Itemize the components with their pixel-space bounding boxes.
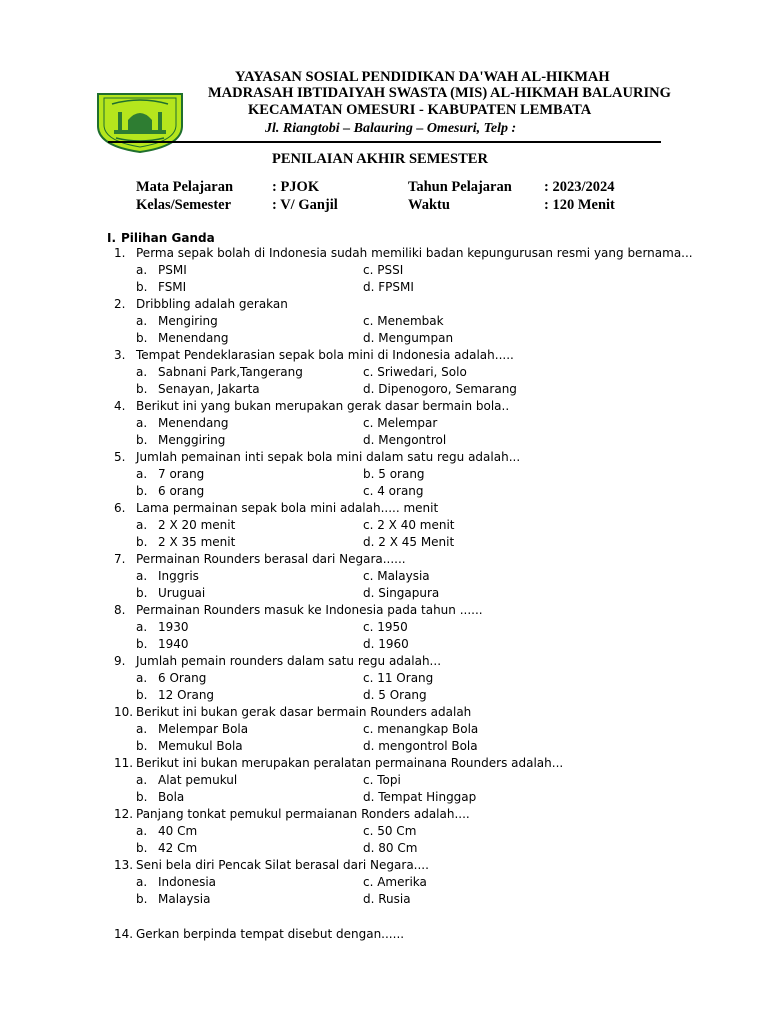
question-number: 10. bbox=[114, 705, 134, 719]
question-text: Jumlah pemain rounders dalam satu regu adalah... bbox=[136, 654, 442, 668]
subject-label: Mata Pelajaran bbox=[136, 179, 234, 195]
option-b: b. 6 orang bbox=[136, 484, 205, 498]
time-label: Waktu bbox=[408, 197, 450, 213]
question-text: Perma sepak bolah di Indonesia sudah memiliki badan kepungurusan resmi yang bernama... bbox=[136, 246, 693, 260]
school-logo bbox=[92, 84, 188, 154]
option-c: c. Malaysia bbox=[363, 569, 430, 583]
question-number: 11. bbox=[114, 756, 134, 770]
option-a: a. PSMI bbox=[136, 263, 187, 277]
class-value: : V/ Ganjil bbox=[272, 197, 338, 213]
question-12 bbox=[0, 806, 768, 857]
option-d: d. 1960 bbox=[363, 637, 409, 651]
option-d: d. FPSMI bbox=[363, 280, 414, 294]
option-d: d. Mengumpan bbox=[363, 331, 454, 345]
question-text: Permainan Rounders berasal dari Negara...... bbox=[136, 552, 406, 566]
option-a: a. Inggris bbox=[136, 569, 199, 583]
option-d: d. Tempat Hinggap bbox=[363, 790, 477, 804]
option-c: c. 11 Orang bbox=[363, 671, 434, 685]
question-number: 14. bbox=[114, 927, 134, 941]
option-b: b. Menendang bbox=[136, 331, 229, 345]
question-number: 2. bbox=[114, 297, 126, 311]
option-c: b. 5 orang bbox=[363, 467, 425, 481]
option-b: b. Uruguai bbox=[136, 586, 206, 600]
question-number: 9. bbox=[114, 654, 126, 668]
option-d: d. Dipenogoro, Semarang bbox=[363, 382, 517, 396]
option-b: b. 2 X 35 menit bbox=[136, 535, 236, 549]
option-c: c. Menembak bbox=[363, 314, 444, 328]
question-number: 1. bbox=[114, 246, 126, 260]
question-text: Seni bela diri Pencak Silat berasal dari Negara.... bbox=[136, 858, 429, 872]
option-d: d. Mengontrol bbox=[363, 433, 447, 447]
foundation-name: YAYASAN SOSIAL PENDIDIKAN DA'WAH AL-HIKMAH bbox=[235, 69, 610, 85]
option-c: c. menangkap Bola bbox=[363, 722, 479, 736]
option-a: a. 7 orang bbox=[136, 467, 205, 481]
option-c: c. Topi bbox=[363, 773, 401, 787]
option-d: d. 2 X 45 Menit bbox=[363, 535, 455, 549]
question-number: 7. bbox=[114, 552, 126, 566]
question-2 bbox=[0, 296, 768, 347]
question-1 bbox=[0, 245, 768, 296]
option-d: d. mengontrol Bola bbox=[363, 739, 478, 753]
question-text: Jumlah pemainan inti sepak bola mini dalam satu regu adalah... bbox=[136, 450, 521, 464]
option-d: d. Rusia bbox=[363, 892, 411, 906]
question-number: 5. bbox=[114, 450, 126, 464]
section-heading bbox=[107, 231, 215, 245]
option-a: a. 1930 bbox=[136, 620, 189, 634]
option-b: b. 42 Cm bbox=[136, 841, 198, 855]
district-name: KECAMATAN OMESURI - KABUPATEN LEMBATA bbox=[248, 102, 592, 118]
option-a: a. Menendang bbox=[136, 416, 229, 430]
option-c: c. PSSI bbox=[363, 263, 404, 277]
option-c: c. Melempar bbox=[363, 416, 438, 430]
question-text: Panjang tonkat pemukul permaianan Ronders adalah.... bbox=[136, 807, 470, 821]
question-text: Permainan Rounders masuk ke Indonesia pada tahun ...... bbox=[136, 603, 483, 617]
section-title: Pilihan Ganda bbox=[121, 231, 215, 245]
time-value: : 120 Menit bbox=[544, 197, 615, 213]
option-d: d. 80 Cm bbox=[363, 841, 418, 855]
option-a: a. Indonesia bbox=[136, 875, 217, 889]
question-11 bbox=[0, 755, 768, 806]
option-c: c. Amerika bbox=[363, 875, 427, 889]
option-b: b. Malaysia bbox=[136, 892, 211, 906]
year-value: : 2023/2024 bbox=[544, 179, 615, 195]
option-a: a. Sabnani Park,Tangerang bbox=[136, 365, 303, 379]
option-d: d. 5 Orang bbox=[363, 688, 427, 702]
option-c: c. 50 Cm bbox=[363, 824, 417, 838]
question-9 bbox=[0, 653, 768, 704]
question-text: Gerkan berpinda tempat disebut dengan...... bbox=[136, 927, 405, 941]
question-13 bbox=[0, 857, 768, 908]
question-text: Dribbling adalah gerakan bbox=[136, 297, 288, 311]
option-b: b. 12 Orang bbox=[136, 688, 215, 702]
option-c: c. Sriwedari, Solo bbox=[363, 365, 467, 379]
school-name: MADRASAH IBTIDAIYAH SWASTA (MIS) AL-HIKMAH BALAURING bbox=[208, 85, 671, 101]
question-number: 4. bbox=[114, 399, 126, 413]
question-number: 8. bbox=[114, 603, 126, 617]
question-6 bbox=[0, 500, 768, 551]
question-number: 3. bbox=[114, 348, 126, 362]
year-label: Tahun Pelajaran bbox=[408, 179, 512, 195]
question-number: 12. bbox=[114, 807, 134, 821]
option-c: c. 2 X 40 menit bbox=[363, 518, 455, 532]
exam-title: PENILAIAN AKHIR SEMESTER bbox=[272, 151, 488, 167]
question-number: 13. bbox=[114, 858, 134, 872]
option-b: b. Memukul Bola bbox=[136, 739, 243, 753]
option-c: c. 1950 bbox=[363, 620, 408, 634]
option-a: a. 6 Orang bbox=[136, 671, 207, 685]
option-a: a. Mengiring bbox=[136, 314, 218, 328]
question-14 bbox=[0, 926, 768, 943]
letterhead-divider bbox=[108, 141, 661, 143]
option-b: b. FSMI bbox=[136, 280, 187, 294]
question-text: Berikut ini bukan merupakan peralatan permainana Rounders adalah... bbox=[136, 756, 564, 770]
option-a: a. Melempar Bola bbox=[136, 722, 249, 736]
question-number: 6. bbox=[114, 501, 126, 515]
option-b: b. Bola bbox=[136, 790, 185, 804]
option-a: a. Alat pemukul bbox=[136, 773, 238, 787]
question-10 bbox=[0, 704, 768, 755]
school-address: Jl. Riangtobi – Balauring – Omesuri, Telp : bbox=[265, 121, 517, 136]
option-d: c. 4 orang bbox=[363, 484, 424, 498]
option-b: b. Senayan, Jakarta bbox=[136, 382, 260, 396]
question-7 bbox=[0, 551, 768, 602]
class-label: Kelas/Semester bbox=[136, 197, 232, 213]
section-number: I. bbox=[107, 231, 117, 245]
question-text: Lama permainan sepak bola mini adalah..... menit bbox=[136, 501, 439, 515]
question-8 bbox=[0, 602, 768, 653]
question-text: Tempat Pendeklarasian sepak bola mini di Indonesia adalah..... bbox=[136, 348, 514, 362]
option-a: a. 40 Cm bbox=[136, 824, 198, 838]
question-list bbox=[0, 245, 768, 943]
question-3 bbox=[0, 347, 768, 398]
question-text: Berikut ini yang bukan merupakan gerak dasar bermain bola.. bbox=[136, 399, 510, 413]
question-4 bbox=[0, 398, 768, 449]
option-b: b. 1940 bbox=[136, 637, 189, 651]
option-d: d. Singapura bbox=[363, 586, 440, 600]
option-a: a. 2 X 20 menit bbox=[136, 518, 236, 532]
subject-value: : PJOK bbox=[272, 179, 320, 195]
question-5 bbox=[0, 449, 768, 500]
question-text: Berikut ini bukan gerak dasar bermain Rounders adalah bbox=[136, 705, 472, 719]
option-b: b. Menggiring bbox=[136, 433, 226, 447]
